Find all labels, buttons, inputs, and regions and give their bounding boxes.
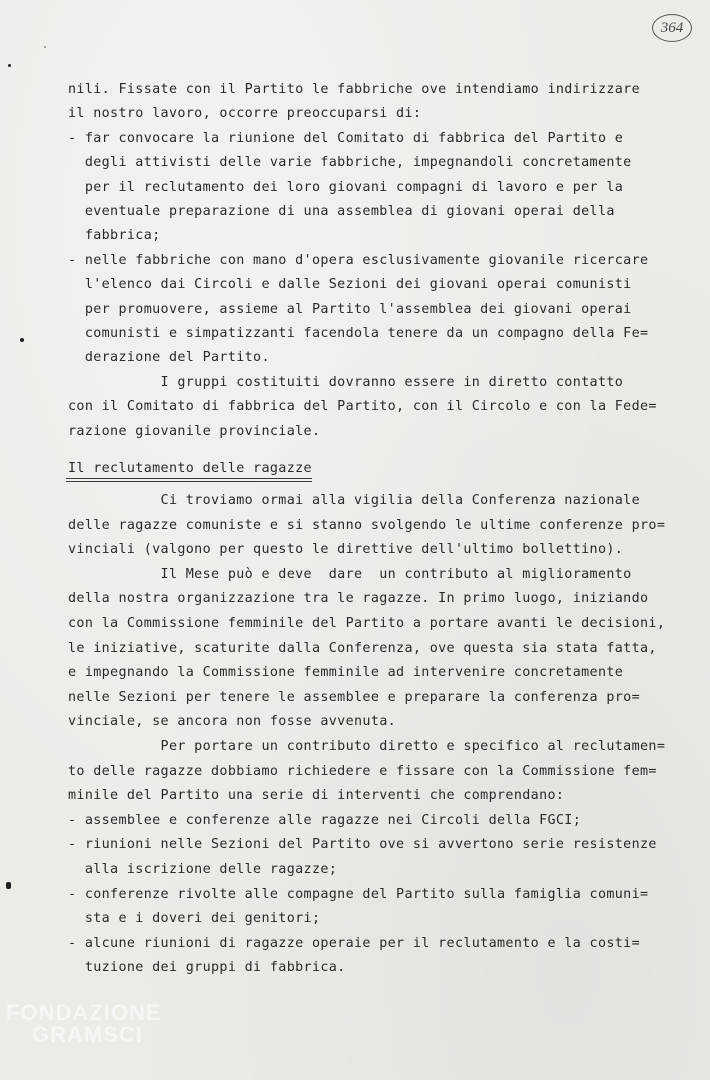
text-line: - riunioni nelle Sezioni del Partito ove si avvertono serie resistenze: [68, 837, 657, 853]
text-line: - nelle fabbriche con mano d'opera esclusivamente giovanile ricercare: [68, 252, 649, 268]
text-line: derazione del Partito.: [68, 350, 270, 366]
text-line: vinciale, se ancora non fosse avvenuta.: [68, 714, 397, 730]
text-line: Il Mese può e deve dare un contributo al miglioramento: [68, 566, 632, 582]
text-line: e impegnando la Commissione femminile ad intervenire concretamente: [68, 665, 624, 681]
punch-mark-middle: [20, 338, 24, 342]
heading-underline-second: [66, 481, 312, 482]
punch-mark-bottom: [6, 882, 11, 889]
text-line: I gruppi costituiti dovranno essere in diretto contatto: [68, 374, 624, 390]
text-line: delle ragazze comuniste e si stanno svolgendo le ultime conferenze pro=: [68, 517, 666, 533]
text-line: sta e i doveri dei genitori;: [68, 911, 321, 927]
text-line: Per portare un contributo diretto e specifico al reclutamen=: [68, 739, 666, 754]
text-line: minile del Partito una serie di interventi che comprendano:: [68, 788, 565, 804]
section-heading: Il reclutamento delle ragazze: [68, 461, 312, 476]
text-line: eventuale preparazione di una assemblea di giovani operai della: [68, 204, 615, 219]
text-line: to delle ragazze dobbiamo richiedere e fissare con la Commissione fem=: [68, 763, 657, 779]
text-line: comunisti e simpatizzanti facendola tenere da un compagno della Fe=: [68, 326, 649, 341]
text-line: l'elenco dai Circoli e dalle Sezioni dei giovani operai comunisti: [68, 277, 632, 293]
text-line: - conferenze rivolte alle compagne del Partito sulla famiglia comuni=: [68, 886, 649, 902]
text-line: degli attivisti delle varie fabbriche, impegnandoli concretamente: [68, 155, 632, 171]
text-line: per il reclutamento dei loro giovani compagni di lavoro e per la: [68, 179, 624, 195]
text-line: alla iscrizione delle ragazze;: [68, 862, 338, 877]
archive-watermark: [6, 1000, 161, 1048]
text-line: con la Commissione femminile del Partito a portare avanti le decisioni,: [68, 616, 666, 631]
heading-underline: [66, 478, 312, 479]
text-line: per promuovere, assieme al Partito l'assemblea dei giovani operai: [68, 301, 632, 317]
text-line: vinciali (valgono per questo le direttive dell'ultimo bollettino).: [68, 542, 624, 558]
text-line: tuzione dei gruppi di fabbrica.: [68, 960, 346, 976]
text-line: con il Comitato di fabbrica del Partito, con il Circolo e con la Fede=: [68, 399, 657, 415]
text-line: Ci troviamo ormai alla vigilia della Conferenza nazionale: [68, 493, 641, 508]
text-line: razione giovanile provinciale.: [68, 423, 321, 439]
text-line: - alcune riunioni di ragazze operaie per il reclutamento e la costi=: [68, 935, 641, 951]
speck-mark: [44, 46, 46, 48]
text-line: - far convocare la riunione del Comitato di fabbrica del Partito e: [68, 130, 624, 146]
page-number-circle: 364: [652, 14, 692, 42]
text-line: fabbrica;: [68, 228, 161, 244]
text-line: nili. Fissate con il Partito le fabbriche ove intendiamo indirizzare: [68, 82, 641, 97]
text-line: il nostro lavoro, occorre preoccuparsi di:: [68, 106, 422, 122]
text-line: della nostra organizzazione tra le ragazze. In primo luogo, iniziando: [68, 591, 649, 607]
punch-mark-top: [8, 64, 11, 67]
watermark-line-1: FONDAZIONE: [6, 1000, 162, 1025]
text-line: - assemblee e conferenze alle ragazze nei Circoli della FGCI;: [68, 812, 582, 828]
text-line: le iniziative, scaturite dalla Conferenza, ove questa sia stata fatta,: [68, 640, 657, 656]
watermark-line-2: GRAMSCI: [32, 1022, 143, 1047]
text-line: nelle Sezioni per tenere le assemblee e preparare la conferenza pro=: [68, 689, 641, 705]
